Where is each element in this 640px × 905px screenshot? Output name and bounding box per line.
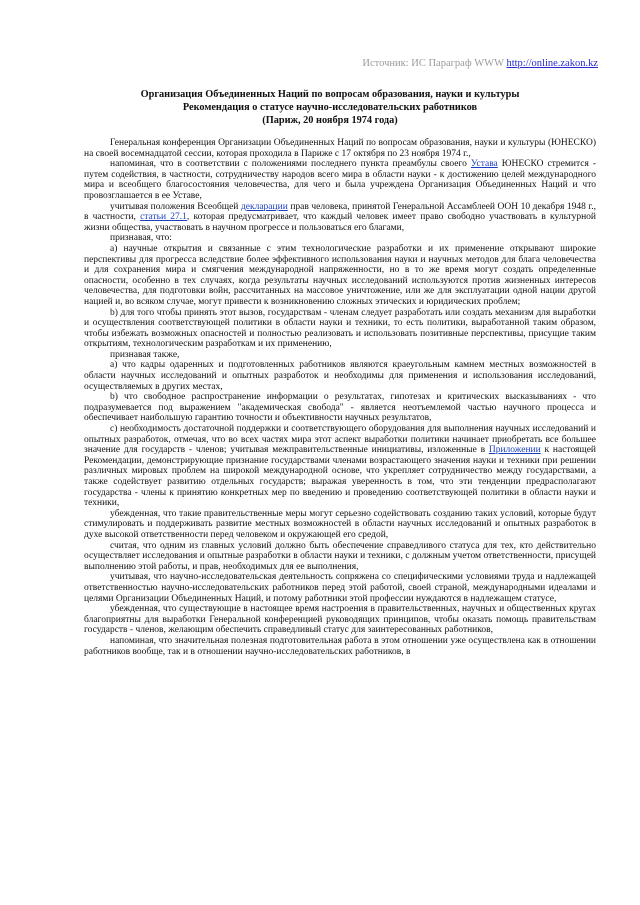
source-line [362,58,598,69]
document-body [84,138,596,657]
title-organization: Организация Объединенных Наций по вопросам образования, науки и культуры [140,89,520,100]
source-prefix: Источник: ИС Параграф WWW [362,58,504,69]
paragraph: а) научные открытия и связанные с этим технологические разработки и их применение открывают широкие перспективы для прогресса вследствие более эффективного использования науки и научных методов для блага человечества и для сохранения мира и смягчения международной напряженности, но в то же время могут создать определенные опасности, особенно в тех случаях, когда результаты научных исследований используются против жизненных интересов человечества, для подготовки войн, рассчитанных на массовое уничтожение, или же для эксплуатации одной нации другой нацией и, во всяком случае, могут привести к возникновению сложных этических и юридических проблем; [84,243,596,307]
charter-link[interactable]: Устава [470,159,498,170]
paragraph: Генеральная конференция Организации Объединенных Наций по вопросам образования, науки и культуры (ЮНЕСКО) на своей восемнадцатой сессии, которая проходила в Париже с 17 октября по 23 ноября 1974 г., [84,138,596,159]
paragraph: b) что свободное распространение информации о результатах, гипотезах и критических высказываниях - что подразумевается под выражением "академическая свобода" - является неотъемлемой частью научного процесса и обеспечивает наибольшую гарантию точности и объективности научных результатов, [84,392,596,424]
document-title [60,88,600,127]
paragraph: напоминая, что в соответствии с положениями последнего пункта преамбулы своего Устава ЮНЕСКО стремится - путем содействия, в частности, сотрудничеству народов всего мира в области науки - к достижению целей международного мира и всеобщего благосостояния человечества, для чего и была учреждена Организация Объединенных Наций и что провозглашается в ее Уставе, [84,159,596,201]
paragraph: с) необходимость достаточной поддержки и соответствующего оборудования для выполнения научных исследований и опытных разработок, отмечая, что во всех частях мира этот аспект выработки политики начинает приобретать все большее значение для государств - членов; учитывая межправительственные инициативы, изложенные в Приложении к настоящей Рекомендации, демонстрирующие признание государствами членами возрастающего значения науки и техники при решении различных мировых проблем на широкой международной основе, что укрепляет сотрудничество между государствами, а также содействует развитию отдельных государств; выражая уверенность в том, что эти тенденции предрасполагают государства - члены к принятию конкретных мер по введению и проведению соответствующей политики в области науки и техники, [84,424,597,509]
title-recommendation: Рекомендация о статусе научно-исследовательских работников [182,102,478,113]
paragraph: убежденная, что существующие в настоящее время настроения в правительственных, научных и общественных кругах благоприятны для выработки Генеральной конференцией руководящих принципов, чтобы оказать помощь правительствам государств - членов, желающим обеспечить справедливый статус для заинтересованных работников, [84,604,596,636]
paragraph: напоминая, что значительная полезная подготовительная работа в этом отношении уже осуществлена как в отношении работников вообще, так и в отношении научно-исследовательских работников, в [84,635,596,657]
paragraph: считая, что одним из главных условий должно быть обеспечение справедливого статуса для тех, кто действительно осуществляет исследования и опытные разработки в области науки и техники, с должным учетом ответственности, присущей выполнению этой работы, и прав, необходимых для ее выполнения, [84,540,596,572]
paragraph: b) для того чтобы принять этот вызов, государствам - членам следует разработать или создать механизм для выработки и осуществления соответствующей политики в области науки и техники, то есть политики, выработанной таким образом, чтобы избежать возможных опасностей и полностью реализовать и использовать позитивные перспективы, присущие таким открытиям, технологическим разработкам и их применению, [84,307,596,350]
paragraph: а) что кадры одаренных и подготовленных работников являются краеугольным камнем местных возможностей в области научных исследований и опытных разработок и необходимы для применения и использования исследований, осуществляемых в других местах, [84,360,596,392]
declaration-link[interactable]: декларации [240,201,288,212]
paragraph: учитывая, что научно-исследовательская деятельность сопряжена со специфическими условиями труда и надлежащей ответственностью научно-исследовательских работников перед этой работой, своей страной, международными идеалами и целями Организации Объединенных Наций, и потому работники этой профессии нуждаются в надлежащем статусе, [84,572,596,604]
paragraph: признавая также, [110,349,180,360]
paragraph: учитывая положения Всеобщей декларации прав человека, принятой Генеральной Ассамблеей ООН 10 декабря 1948 г., в частности, статьи 27.1, которая предусматривает, что каждый человек имеет право свободно участвовать в культурной жизни общества, участвовать в научном прогрессе и пользоваться его благами, [84,201,596,233]
article-27-link[interactable]: статьи 27.1 [140,212,187,223]
annex-link[interactable]: Приложении [488,445,541,456]
paragraph: признавая, что: [110,233,172,244]
paragraph: убежденная, что такие правительственные меры могут серьезно содействовать созданию таких условий, которые будут стимулировать и поддерживать развитие местных возможностей в области научных исследований и опытных разработок в духе высокой ответственности перед человеком и окружающей его средой, [84,508,596,540]
source-link[interactable]: http://online.zakon.kz [506,58,598,69]
title-date: (Париж, 20 ноября 1974 года) [262,115,398,126]
